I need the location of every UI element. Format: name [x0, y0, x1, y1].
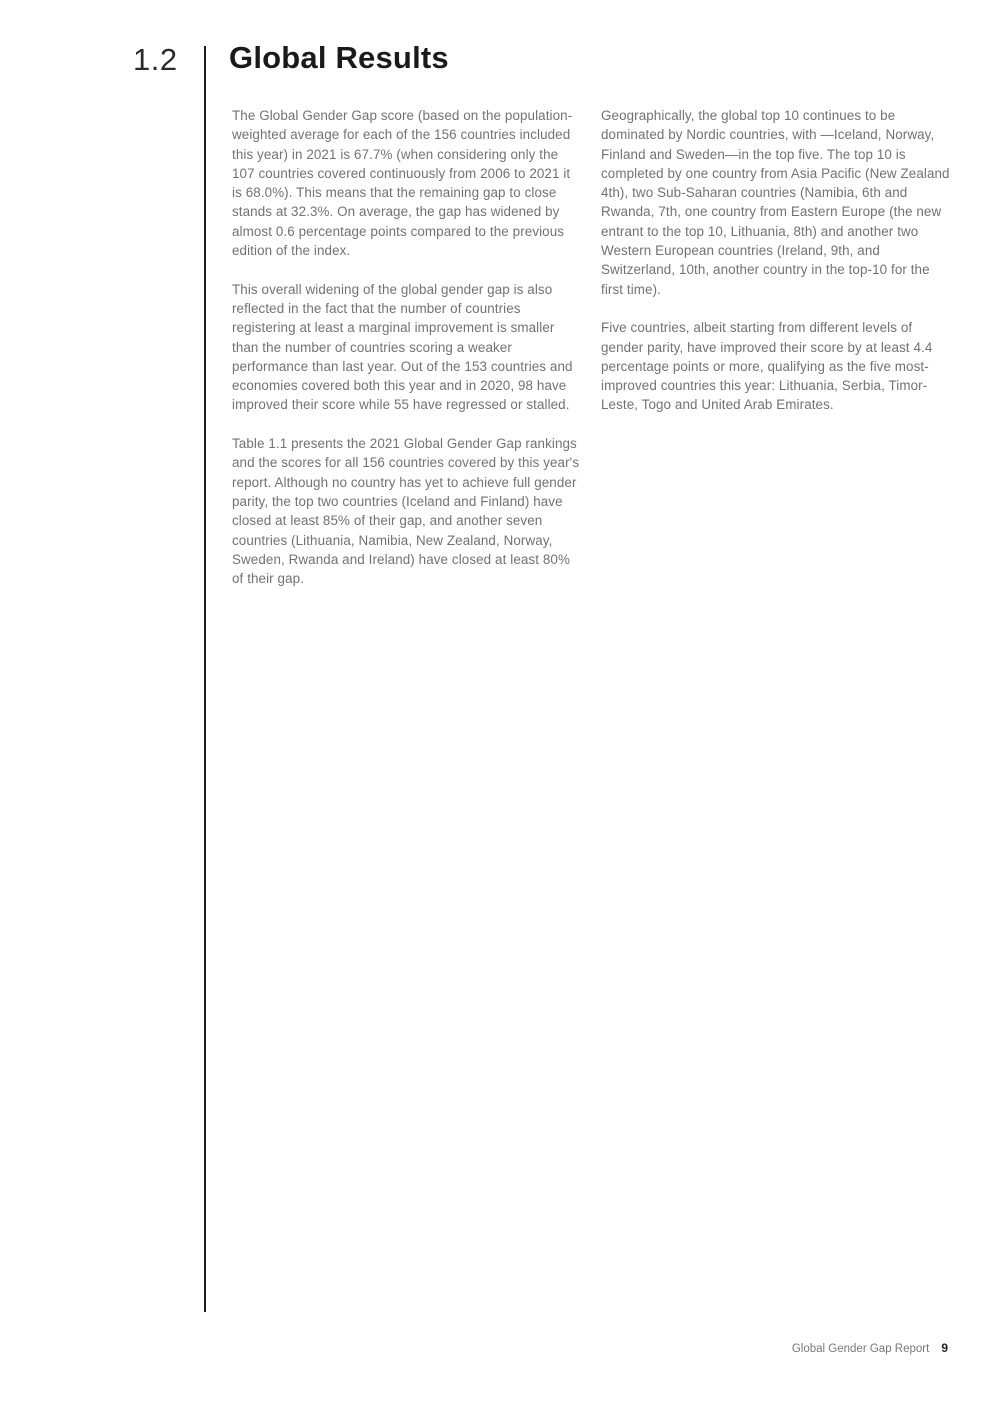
- page-title: Global Results: [229, 40, 449, 75]
- section-number: 1.2: [133, 42, 178, 77]
- paragraph-overall-widening: This overall widening of the global gender gap is also reflected in the fact that the number of countries registering at least a marginal improvement is smaller than the number of countries scoring a weaker performance than last year. Out of the 153 countries and economies covered both this year and in 2020, 98 have improved their score while 55 have regressed or stalled.: [232, 281, 573, 413]
- paragraph-geographic-top-10: Geographically, the global top 10 continues to be dominated by Nordic countries, with —Iceland, Norway, Finland and Sweden—in the top five. The top 10 is completed by one country from Asia Pacific (New Zealand 4th), two Sub-Saharan countries (Namibia, 6th and Rwanda, 7th, one country from Eastern Europe (the new entrant to the top 10, Lithuania, 8th) and another two Western European countries (Ireland, 9th, and Switzerland, 10th, another country in the top-10 for the first time).: [601, 108, 950, 297]
- right-column: [601, 106, 951, 608]
- section-divider-rule: [204, 46, 206, 1312]
- body-columns: [232, 106, 951, 608]
- paragraph-global-gap-score: The Global Gender Gap score (based on the population-weighted average for each of the 156 countries included this year) in 2021 is 67.7% (when considering only the 107 countries covered continuously from 2006 to 2021 it is 68.0%). This means that the remaining gap to close stands at 32.3%. On average, the gap has widened by almost 0.6 percentage points compared to the previous edition of the index.: [232, 108, 573, 259]
- page-footer: [792, 1341, 948, 1355]
- left-column: [232, 106, 582, 608]
- footer-report-name: Global Gender Gap Report: [791, 1343, 930, 1355]
- footer-page-number: 9: [941, 1341, 948, 1355]
- paragraph-table-1-1: Table 1.1 presents the 2021 Global Gender Gap rankings and the scores for all 156 countries covered by this year's report. Although no country has yet to achieve full gender parity, the top two countries (Iceland and Finland) have closed at least 85% of their gap, and another seven countries (Lithuania, Namibia, New Zealand, Norway, Sweden, Rwanda and Ireland) have closed at least 80% of their gap.: [232, 436, 580, 587]
- paragraph-most-improved: Five countries, albeit starting from different levels of gender parity, have improved their score by at least 4.4 percentage points or more, qualifying as the five most-improved countries this year: Lithuania, Serbia, Timor-Leste, Togo and United Arab Emirates.: [601, 320, 933, 413]
